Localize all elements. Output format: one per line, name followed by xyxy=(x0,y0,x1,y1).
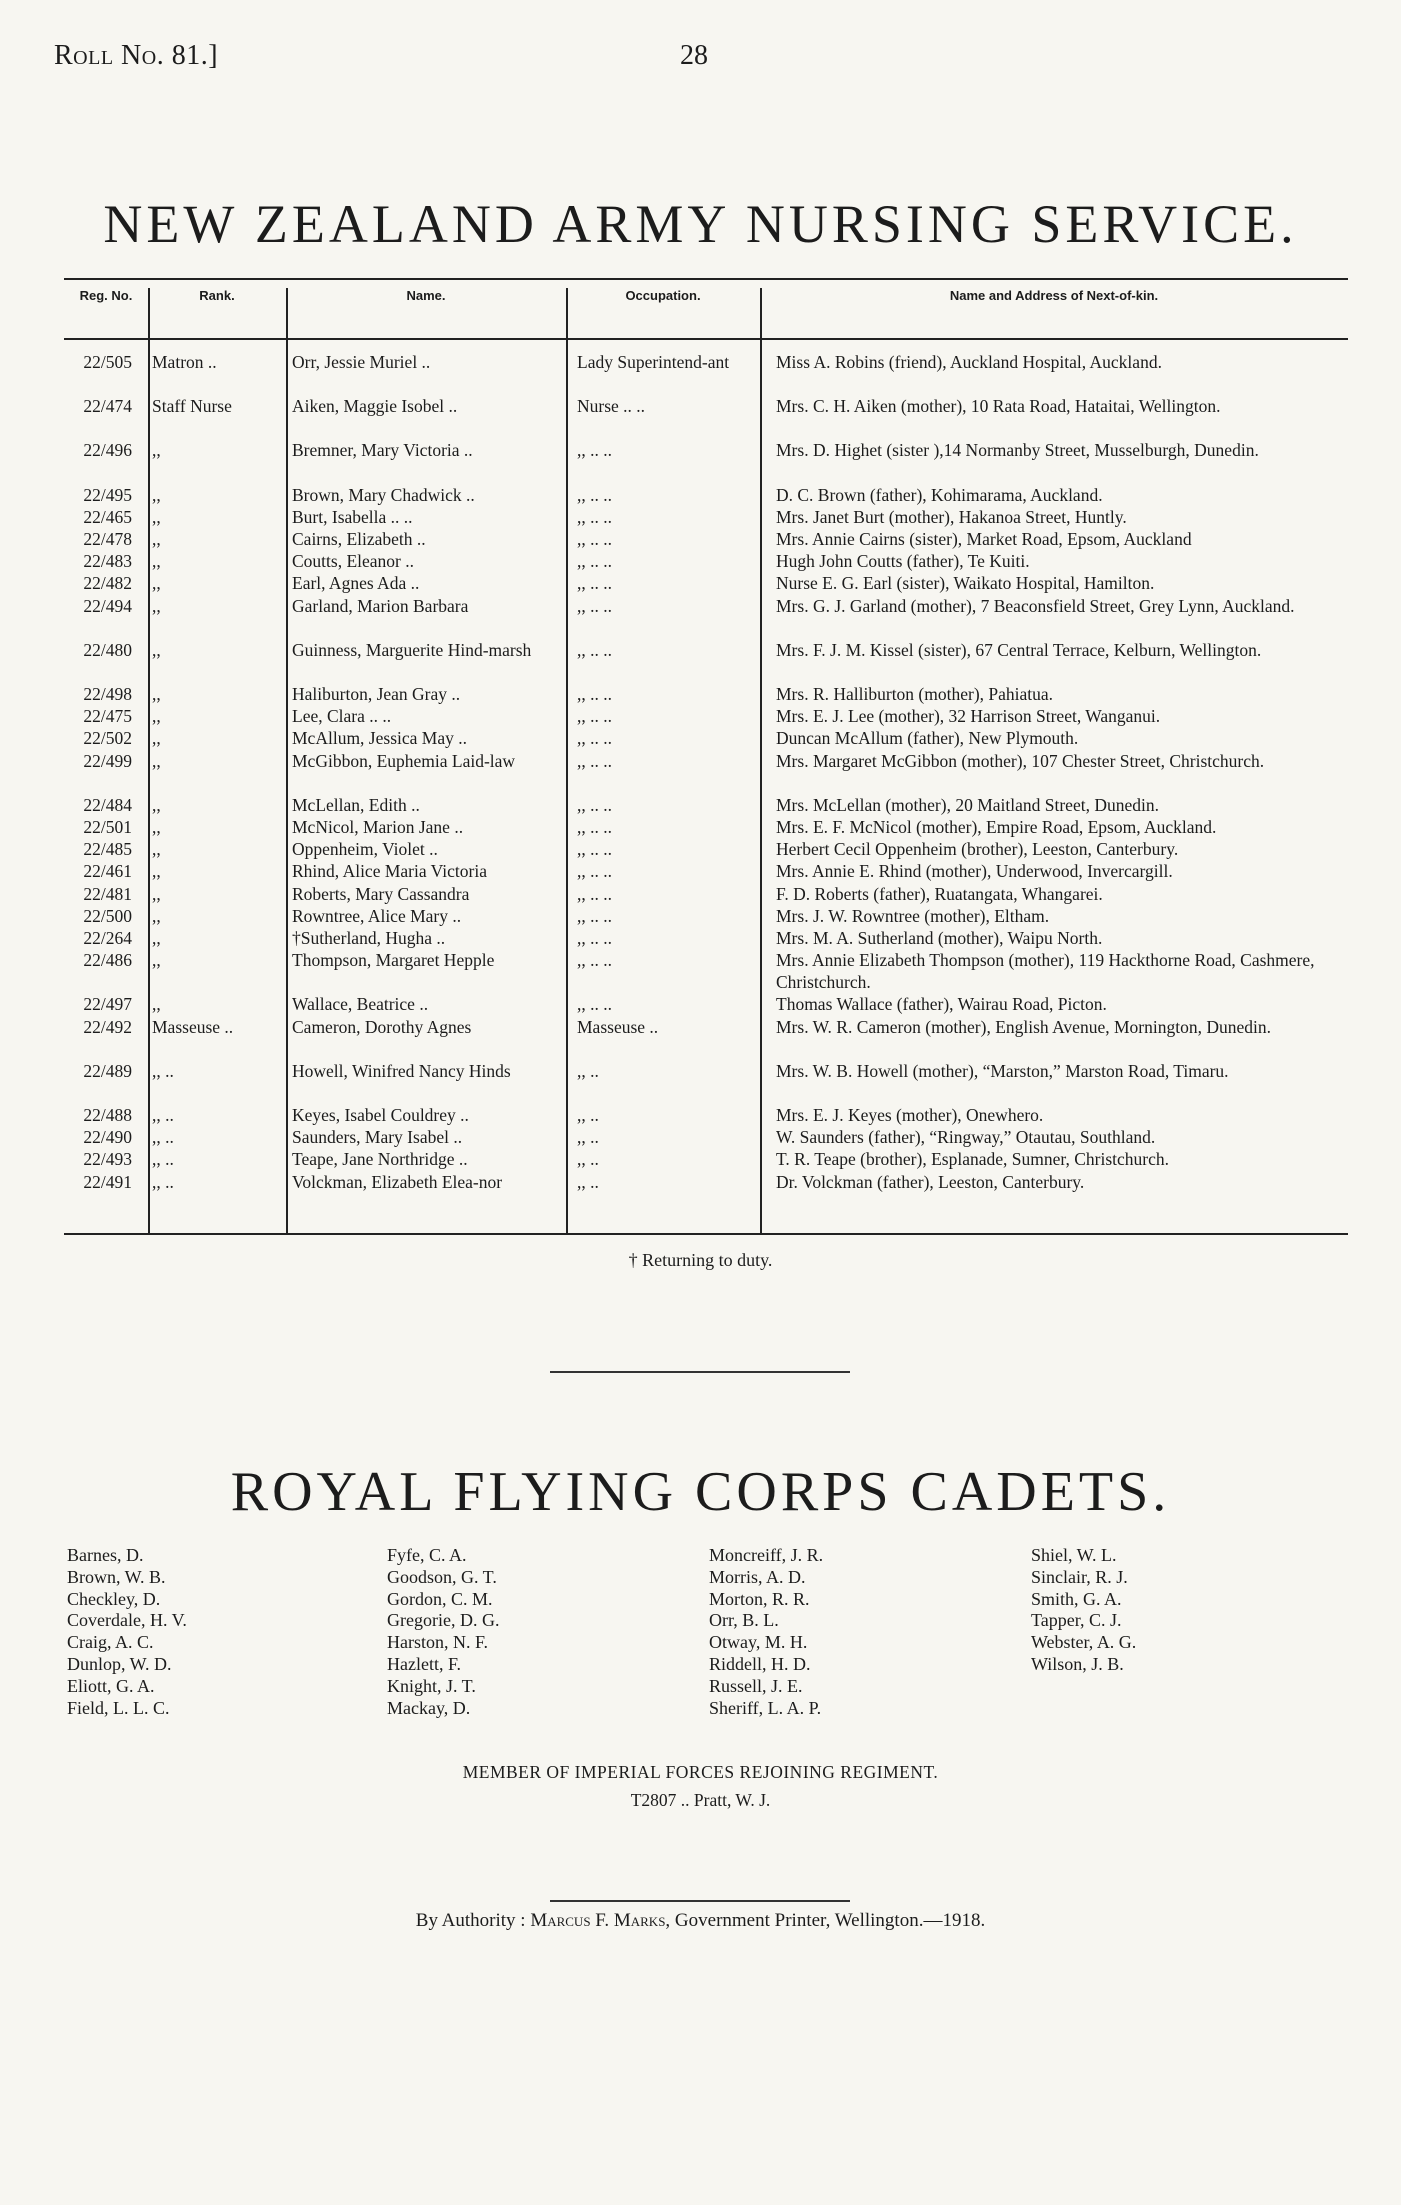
cell-occ: Masseuse .. xyxy=(577,1016,659,1037)
cell-occ: ,, .. .. xyxy=(577,639,612,660)
cadet-name: Goodson, G. T. xyxy=(387,1566,497,1587)
cell-name: Haliburton, Jean Gray .. xyxy=(292,684,461,704)
cadet-name: Field, L. L. C. xyxy=(67,1697,170,1718)
imprint-suffix: , Government Printer, Wellington.—1918. xyxy=(665,1910,986,1931)
cell-next: Mrs. Janet Burt (mother), Hakanoa Street, Huntly. xyxy=(776,506,1127,527)
cell-occ: ,, .. .. xyxy=(577,440,612,461)
cell-name: Burt, Isabella .. .. xyxy=(292,506,413,527)
cell-rank: ,, xyxy=(152,551,161,572)
cell-rank: Masseuse .. xyxy=(152,1016,234,1037)
cell-occ: ,, .. .. xyxy=(577,950,612,971)
cadet-name: Gregorie, D. G. xyxy=(387,1610,500,1631)
cell-next: Mrs. E. J. Keyes (mother), Onewhero. xyxy=(776,1105,1044,1125)
cell-rank: ,, .. xyxy=(152,1127,174,1148)
cell-name: Cameron, Dorothy Agnes xyxy=(292,1016,472,1037)
cell-occ: ,, .. .. xyxy=(577,573,612,594)
cell-next: Mrs. M. A. Sutherland (mother), Waipu North. xyxy=(776,928,1103,948)
cell-name: McGibbon, Euphemia Laid-law xyxy=(292,750,516,771)
cell-next: Mrs. E. J. Lee (mother), 32 Harrison Street, Wanganui. xyxy=(776,706,1161,727)
cell-next: Hugh John Coutts (father), Te Kuiti. xyxy=(776,551,1030,572)
cadet-list-column xyxy=(387,1545,499,1719)
cell-rank: ,, xyxy=(152,950,161,971)
imprint-divider xyxy=(550,1900,850,1902)
cell-occ: ,, .. .. xyxy=(577,529,612,549)
cell-reg: 22/488 xyxy=(83,1105,132,1125)
cadet-name: Barnes, D. xyxy=(67,1545,144,1565)
cell-rank: ,, xyxy=(152,529,161,549)
cadet-name: Wilson, J. B. xyxy=(1031,1653,1124,1674)
cell-rank: ,, xyxy=(152,684,161,704)
imprint-prefix: By Authority : xyxy=(415,1910,526,1931)
cell-occ: ,, .. .. xyxy=(577,551,612,572)
cell-rank: ,, xyxy=(152,861,161,882)
cell-occ: ,, .. xyxy=(577,1171,599,1192)
cell-reg: 22/486 xyxy=(83,950,132,971)
column-header-name: Name. xyxy=(406,288,446,303)
cell-reg: 22/489 xyxy=(83,1060,132,1081)
cell-next: Mrs. Annie E. Rhind (mother), Underwood, Invercargill. xyxy=(776,861,1173,882)
cell-occ: ,, .. .. xyxy=(577,684,612,704)
cell-occ: ,, .. .. xyxy=(577,506,612,527)
cell-rank: ,, xyxy=(152,728,161,749)
cell-next: Thomas Wallace (father), Wairau Road, Picton. xyxy=(776,994,1107,1015)
cell-name: Rhind, Alice Maria Victoria xyxy=(292,861,487,882)
cadet-name: Sheriff, L. A. P. xyxy=(709,1697,822,1718)
cadet-name: Riddell, H. D. xyxy=(709,1653,811,1674)
cell-name: Teape, Jane Northridge .. xyxy=(292,1149,468,1170)
cell-name: Brown, Mary Chadwick .. xyxy=(292,484,475,505)
cell-reg: 22/485 xyxy=(83,839,132,860)
cell-occ: ,, .. .. xyxy=(577,883,612,904)
column-header-rank: Rank. xyxy=(199,288,235,303)
cadet-name: Fyfe, C. A. xyxy=(387,1545,467,1565)
cell-reg: 22/461 xyxy=(83,861,132,882)
cell-name: Cairns, Elizabeth .. xyxy=(292,529,426,549)
cell-name: Keyes, Isabel Couldrey .. xyxy=(292,1105,469,1125)
footnote: † Returning to duty. xyxy=(628,1250,773,1270)
cell-name: Aiken, Maggie Isobel .. xyxy=(292,396,458,417)
cell-reg: 22/491 xyxy=(83,1171,132,1192)
cell-next: Mrs. D. Highet (sister ),14 Normanby Street, Musselburgh, Dunedin. xyxy=(776,440,1259,461)
cell-occ: ,, .. xyxy=(577,1127,599,1148)
cadet-name: Coverdale, H. V. xyxy=(67,1610,187,1631)
cadet-name: Gordon, C. M. xyxy=(387,1588,493,1609)
cell-occ: ,, .. .. xyxy=(577,750,612,771)
cell-next: Mrs. E. F. McNicol (mother), Empire Road, Epsom, Auckland. xyxy=(776,817,1217,837)
cell-rank: ,, xyxy=(152,506,161,527)
cell-occ: ,, .. .. xyxy=(577,817,612,837)
cell-rank: ,, xyxy=(152,817,161,837)
cell-name: Guinness, Marguerite Hind-marsh xyxy=(292,639,532,660)
cell-name: McAllum, Jessica May .. xyxy=(292,728,467,749)
cell-occ: ,, .. .. xyxy=(577,861,612,882)
cell-occ: ,, .. .. xyxy=(577,794,612,815)
cadet-name: Sinclair, R. J. xyxy=(1031,1566,1128,1587)
cell-reg: 22/500 xyxy=(83,905,132,926)
cell-reg: 22/502 xyxy=(83,728,132,749)
cell-next: Mrs. G. J. Garland (mother), 7 Beaconsfield Street, Grey Lynn, Auckland. xyxy=(776,595,1295,616)
member-entry: T2807 .. Pratt, W. J. xyxy=(630,1790,771,1810)
cadet-name: Hazlett, F. xyxy=(387,1653,462,1674)
cell-name: Volckman, Elizabeth Elea-nor xyxy=(292,1171,503,1192)
cell-occ: ,, .. .. xyxy=(577,928,612,948)
cell-occ: ,, .. .. xyxy=(577,706,612,727)
cell-occ: ,, .. .. xyxy=(577,994,612,1015)
cadet-name: Shiel, W. L. xyxy=(1031,1545,1117,1565)
cell-name: Rowntree, Alice Mary .. xyxy=(292,905,462,926)
cell-next: Duncan McAllum (father), New Plymouth. xyxy=(776,728,1079,749)
cadet-name: Otway, M. H. xyxy=(709,1632,808,1653)
cell-next: Mrs. Annie Cairns (sister), Market Road, Epsom, Auckland xyxy=(776,529,1192,549)
cell-reg: 22/480 xyxy=(83,639,132,660)
cadet-name: Tapper, C. J. xyxy=(1031,1610,1122,1631)
cell-name: Garland, Marion Barbara xyxy=(292,595,469,616)
cell-reg: 22/465 xyxy=(83,506,132,527)
cell-name: Saunders, Mary Isabel .. xyxy=(292,1127,463,1148)
cell-next: Mrs. J. W. Rowntree (mother), Eltham. xyxy=(776,905,1050,926)
cell-occ: Nurse .. .. xyxy=(577,396,646,417)
cell-next: Herbert Cecil Oppenheim (brother), Leeston, Canterbury. xyxy=(776,839,1179,860)
cadet-name: Orr, B. L. xyxy=(709,1610,779,1631)
cell-name: Lee, Clara .. .. xyxy=(292,706,392,727)
cell-next: T. R. Teape (brother), Esplanade, Sumner, Christchurch. xyxy=(776,1149,1170,1170)
cell-next: Mrs. R. Halliburton (mother), Pahiatua. xyxy=(776,684,1054,704)
header-bottom-rule xyxy=(64,338,1348,340)
cell-reg: 22/481 xyxy=(83,883,132,904)
cell-reg: 22/496 xyxy=(83,440,132,461)
cell-name: McNicol, Marion Jane .. xyxy=(292,817,464,837)
cell-next: Dr. Volckman (father), Leeston, Canterbury. xyxy=(776,1171,1085,1192)
cell-rank: ,, xyxy=(152,440,161,461)
cadet-name: Smith, G. A. xyxy=(1031,1588,1122,1609)
cell-next: F. D. Roberts (father), Ruatangata, Whangarei. xyxy=(776,883,1103,904)
cell-name: Earl, Agnes Ada .. xyxy=(292,573,420,594)
cell-name: Coutts, Eleanor .. xyxy=(292,551,414,572)
cell-reg: 22/264 xyxy=(83,928,132,948)
cell-next: Mrs. C. H. Aiken (mother), 10 Rata Road, Hataitai, Wellington. xyxy=(776,396,1221,417)
cell-reg: 22/499 xyxy=(83,750,132,771)
cell-rank: ,, .. xyxy=(152,1105,174,1125)
cadet-name: Dunlop, W. D. xyxy=(67,1653,172,1674)
cell-reg: 22/483 xyxy=(83,551,132,572)
cell-next: Mrs. F. J. M. Kissel (sister), 67 Central Terrace, Kelburn, Wellington. xyxy=(776,639,1262,660)
cell-name: Roberts, Mary Cassandra xyxy=(292,883,470,904)
cell-rank: ,, xyxy=(152,928,161,948)
cell-name: Thompson, Margaret Hepple xyxy=(292,950,495,971)
cell-rank: ,, xyxy=(152,994,161,1015)
cadet-list-column xyxy=(709,1545,823,1719)
column-header-reg-no: Reg. No. xyxy=(79,288,133,303)
cadet-name: Morris, A. D. xyxy=(709,1566,806,1587)
cadet-name: Morton, R. R. xyxy=(709,1588,810,1609)
cell-rank: ,, xyxy=(152,839,161,860)
cadet-name: Mackay, D. xyxy=(387,1697,471,1718)
cell-occ: ,, .. .. xyxy=(577,595,612,616)
imprint-printer-name: Marcus F. Marks xyxy=(530,1910,666,1931)
cell-name: Howell, Winifred Nancy Hinds xyxy=(292,1060,511,1081)
cell-occ: ,, .. xyxy=(577,1105,599,1125)
cell-reg: 22/497 xyxy=(83,994,132,1015)
cell-name: Bremner, Mary Victoria .. xyxy=(292,440,473,461)
cell-next: Mrs. Annie Elizabeth Thompson (mother), 119 Hackthorne Road, Cashmere, Christchurch. xyxy=(776,950,1315,993)
cell-next: Mrs. W. B. Howell (mother), “Marston,” Marston Road, Timaru. xyxy=(776,1060,1229,1081)
cell-reg: 22/475 xyxy=(83,706,132,727)
cell-reg: 22/501 xyxy=(83,817,132,837)
imprint xyxy=(0,1910,1401,1932)
cell-reg: 22/478 xyxy=(83,529,132,549)
cell-rank: ,, xyxy=(152,639,161,660)
cell-rank: ,, xyxy=(152,905,161,926)
cell-occ: ,, .. .. xyxy=(577,839,612,860)
cell-reg: 22/482 xyxy=(83,573,132,594)
cell-occ: ,, .. xyxy=(577,1060,599,1081)
column-divider xyxy=(286,288,288,1233)
cadet-name: Webster, A. G. xyxy=(1031,1632,1137,1653)
cell-reg: 22/474 xyxy=(83,396,132,417)
cell-occ: Lady Superintend-ant xyxy=(577,352,730,372)
section-divider xyxy=(550,1371,850,1373)
cell-reg: 22/492 xyxy=(83,1016,132,1037)
cell-next: Mrs. Margaret McGibbon (mother), 107 Chester Street, Christchurch. xyxy=(776,750,1265,771)
cell-rank: ,, .. xyxy=(152,1171,174,1192)
cell-rank: Staff Nurse xyxy=(152,396,232,417)
cell-reg: 22/498 xyxy=(83,684,132,704)
cell-reg: 22/484 xyxy=(83,794,132,815)
cell-occ: ,, .. xyxy=(577,1149,599,1170)
cell-reg: 22/495 xyxy=(83,484,132,505)
cell-reg: 22/505 xyxy=(83,352,132,372)
column-header-next-of-kin: Name and Address of Next-of-kin. xyxy=(949,288,1159,303)
cell-rank: ,, xyxy=(152,750,161,771)
cadet-name: Checkley, D. xyxy=(67,1588,161,1609)
table-top-rule xyxy=(64,278,1348,280)
page-number: 28 xyxy=(680,40,708,71)
cell-rank: ,, .. xyxy=(152,1149,174,1170)
cell-next: Miss A. Robins (friend), Auckland Hospital, Auckland. xyxy=(776,352,1162,372)
cell-rank: ,, xyxy=(152,573,161,594)
cadet-name: Russell, J. E. xyxy=(709,1675,803,1696)
cell-name: Wallace, Beatrice .. xyxy=(292,994,429,1015)
cell-next: Mrs. McLellan (mother), 20 Maitland Street, Dunedin. xyxy=(776,794,1159,815)
cell-rank: ,, xyxy=(152,794,161,815)
cadet-name: Moncreiff, J. R. xyxy=(709,1545,824,1565)
cell-occ: ,, .. .. xyxy=(577,728,612,749)
cadet-name: Knight, J. T. xyxy=(387,1675,476,1696)
cell-name: †Sutherland, Hugha .. xyxy=(292,928,446,948)
cell-reg: 22/490 xyxy=(83,1127,132,1148)
cell-name: McLellan, Edith .. xyxy=(292,794,420,815)
cadet-list-column xyxy=(67,1545,187,1719)
cell-rank: Matron .. xyxy=(152,352,217,372)
cell-rank: ,, xyxy=(152,706,161,727)
cell-occ: ,, .. .. xyxy=(577,905,612,926)
cell-reg: 22/493 xyxy=(83,1149,132,1170)
cadet-name: Harston, N. F. xyxy=(387,1632,489,1653)
cadet-name: Brown, W. B. xyxy=(67,1566,166,1587)
cell-name: Orr, Jessie Muriel .. xyxy=(292,352,431,372)
cell-next: W. Saunders (father), “Ringway,” Otautau, Southland. xyxy=(776,1127,1156,1148)
cell-next: D. C. Brown (father), Kohimarama, Auckland. xyxy=(776,484,1103,505)
section-title-rfc: ROYAL FLYING CORPS CADETS. xyxy=(230,1461,1171,1523)
section-title-nzans: NEW ZEALAND ARMY NURSING SERVICE. xyxy=(103,194,1298,254)
column-header-occupation: Occupation. xyxy=(625,288,701,303)
table-bottom-rule xyxy=(64,1233,1348,1235)
cell-name: Oppenheim, Violet .. xyxy=(292,839,438,860)
roll-number: Roll No. 81.] xyxy=(54,40,219,71)
cell-rank: ,, xyxy=(152,595,161,616)
cadet-list-column xyxy=(1031,1545,1136,1676)
member-heading: MEMBER OF IMPERIAL FORCES REJOINING REGIMENT. xyxy=(462,1762,939,1782)
cadet-name: Eliott, G. A. xyxy=(67,1675,155,1696)
column-divider xyxy=(760,288,762,1233)
cell-next: Mrs. W. R. Cameron (mother), English Avenue, Mornington, Dunedin. xyxy=(776,1016,1271,1037)
cell-rank: ,, .. xyxy=(152,1060,174,1081)
cell-rank: ,, xyxy=(152,484,161,505)
cell-rank: ,, xyxy=(152,883,161,904)
cell-occ: ,, .. .. xyxy=(577,484,612,505)
cell-next: Nurse E. G. Earl (sister), Waikato Hospital, Hamilton. xyxy=(776,573,1155,594)
column-divider xyxy=(148,288,150,1233)
nursing-service-table xyxy=(64,278,1348,1238)
cadet-name: Craig, A. C. xyxy=(67,1632,154,1653)
cell-reg: 22/494 xyxy=(83,595,132,616)
